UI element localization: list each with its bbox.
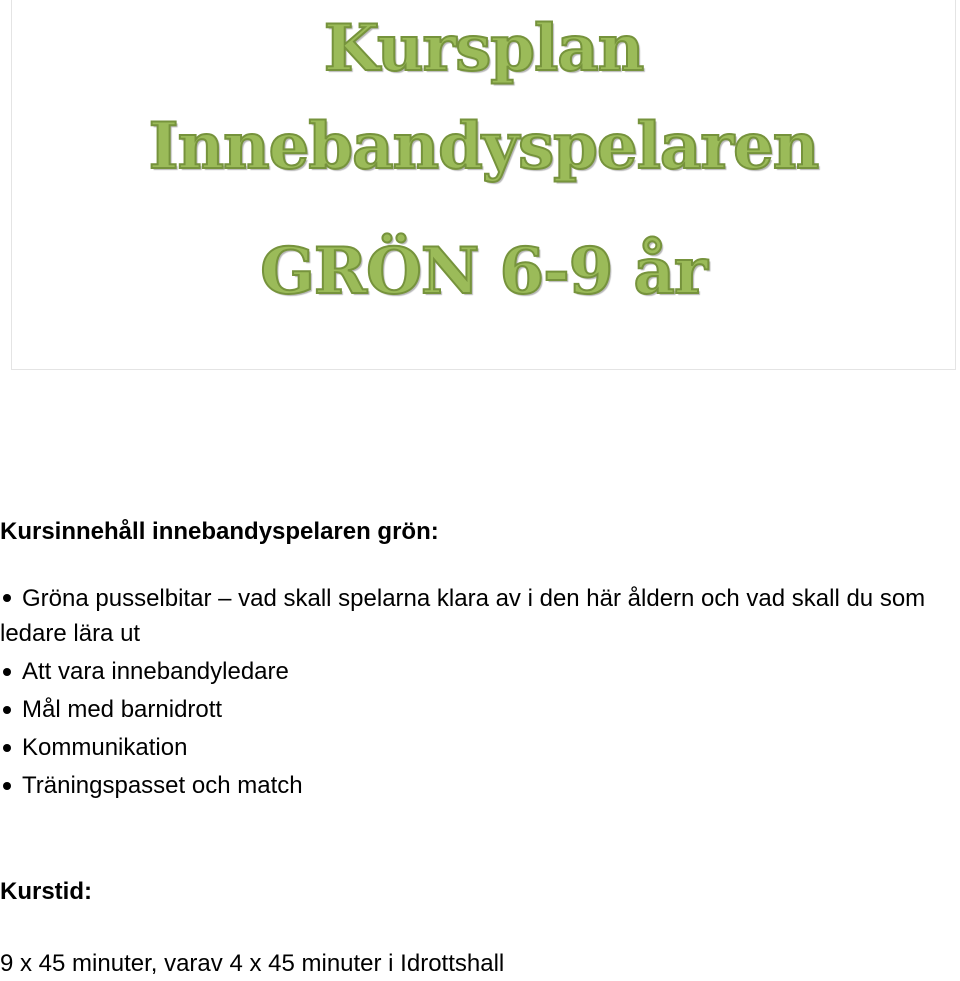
title-line-kursplan: Kursplan <box>323 11 644 86</box>
list-item <box>0 729 955 767</box>
bullet-icon <box>3 744 11 752</box>
title-line-level: GRÖN 6-9 år <box>260 234 707 309</box>
list-item-text: Gröna pusselbitar – vad skall spelarna klara av i den här åldern och vad skall du som ledare lära ut <box>0 585 926 647</box>
title-banner <box>11 0 956 370</box>
bullet-icon <box>3 594 11 602</box>
list-item <box>0 653 955 691</box>
course-time-heading: Kurstid: <box>0 878 92 905</box>
course-content-list <box>0 581 955 805</box>
list-item-text: Att vara innebandyledare <box>22 658 289 685</box>
course-content-heading: Kursinnehåll innebandyspelaren grön: <box>0 518 439 545</box>
list-item <box>0 581 955 651</box>
title-line-course-name: Innebandyspelaren <box>148 109 819 184</box>
course-duration-text: 9 x 45 minuter, varav 4 x 45 minuter i Idrottshall <box>0 950 505 977</box>
bullet-icon <box>3 706 11 714</box>
bullet-icon <box>3 668 11 676</box>
list-item-text: Kommunikation <box>22 734 188 761</box>
list-item <box>0 691 955 729</box>
bullet-icon <box>3 782 11 790</box>
list-item <box>0 767 955 805</box>
list-item-text: Träningspasset och match <box>22 772 303 799</box>
list-item-text: Mål med barnidrott <box>22 696 223 723</box>
